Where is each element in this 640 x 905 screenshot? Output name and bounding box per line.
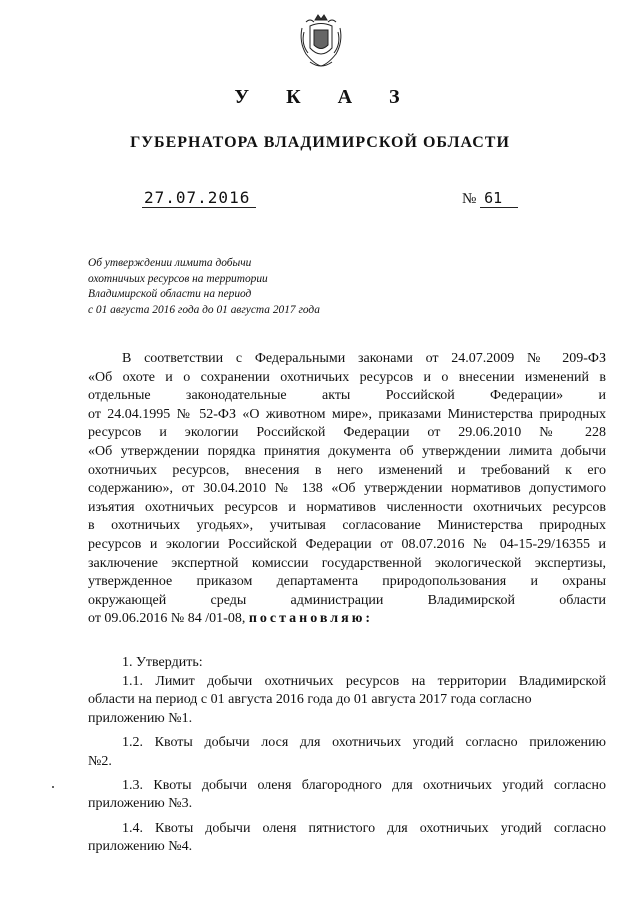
- item-line: приложению №1.: [88, 710, 193, 726]
- document-number: [462, 189, 518, 208]
- legal-reference: от 09.06.2016 № 84 /01-08,: [88, 611, 246, 627]
- paragraph-line: содержанию», от 30.04.2010 № 138 «Об утверждении нормативов допустимого: [88, 481, 606, 497]
- preamble-paragraph: [88, 350, 606, 629]
- item-line: приложению №4.: [88, 839, 193, 855]
- resolution-word: постановляю:: [248, 611, 374, 627]
- paragraph-line: от 24.04.1995 № 52-ФЗ «О животном мире», приказами Министерства природных: [88, 406, 606, 422]
- item-line: №2.: [88, 753, 112, 769]
- item-line: 1.2. Квоты добычи лося для охотничьих угодий согласно приложению: [122, 734, 606, 750]
- number-value: 61: [480, 189, 518, 208]
- paragraph-line: утвержденное приказом департамента природопользования и охраны: [88, 574, 606, 590]
- item-line: области на период с 01 августа 2016 года до 01 августа 2017 года согласно: [88, 692, 532, 708]
- paragraph-line: изъятия охотничьих ресурсов и нормативов численности охотничьих ресурсов: [88, 499, 606, 515]
- item-heading: 1. Утвердить:: [122, 655, 203, 670]
- document-title: У К А З: [234, 86, 416, 108]
- paragraph-line: [88, 610, 606, 629]
- subject-line: Об утверждении лимита добычи: [88, 257, 252, 269]
- paragraph-line: ресурсов и экологии Российской Федерации от 08.07.2016 № 04-15-29/16355 и: [88, 536, 606, 552]
- document-date: 27.07.2016: [142, 188, 256, 208]
- item-line: 1.4. Квоты добычи оленя пятнистого для охотничьих угодий согласно: [122, 820, 606, 836]
- subject-line: охотничьих ресурсов на территории: [88, 272, 268, 285]
- item-line: 1.1. Лимит добычи охотничьих ресурсов на территории Владимирской: [122, 673, 606, 689]
- document-issuer: ГУБЕРНАТОРА ВЛАДИМИРСКОЙ ОБЛАСТИ: [130, 134, 510, 151]
- document-subject: [88, 256, 320, 318]
- item-line: приложению №3.: [88, 796, 193, 812]
- subject-line: Владимирской области на период: [88, 288, 252, 301]
- scan-speck: [52, 786, 54, 788]
- paragraph-line: в охотничьих угодьях», учитывая согласование Министерства природных: [88, 518, 606, 534]
- paragraph-line: окружающей среды администрации Владимирской области: [88, 592, 606, 608]
- item-line: 1.3. Квоты добычи оленя благородного для охотничьих угодий согласно: [122, 777, 606, 793]
- paragraph-line: В соответствии с Федеральными законами от 24.07.2009 № 209-ФЗ: [122, 351, 606, 366]
- number-label: №: [462, 191, 477, 207]
- paragraph-line: отдельные законодательные акты Российской Федерации» и: [88, 388, 606, 404]
- paragraph-line: «Об утверждении порядка принятия документа об утверждении лимита добычи: [88, 443, 606, 459]
- subject-line: с 01 августа 2016 года до 01 августа 2017 года: [88, 303, 320, 316]
- resolution-items: [88, 654, 606, 857]
- paragraph-line: заключение экспертной комиссии государственной экологической экспертизы,: [88, 555, 606, 571]
- coat-of-arms-emblem: [298, 12, 344, 70]
- paragraph-line: «Об охоте и о сохранении охотничьих ресурсов и о внесении изменений в: [88, 369, 606, 385]
- paragraph-line: ресурсов и экологии Российской Федерации от 29.06.2010 № 228: [88, 425, 606, 441]
- paragraph-line: охотничьих ресурсов, внесения в него изменений и требований к его: [88, 462, 606, 478]
